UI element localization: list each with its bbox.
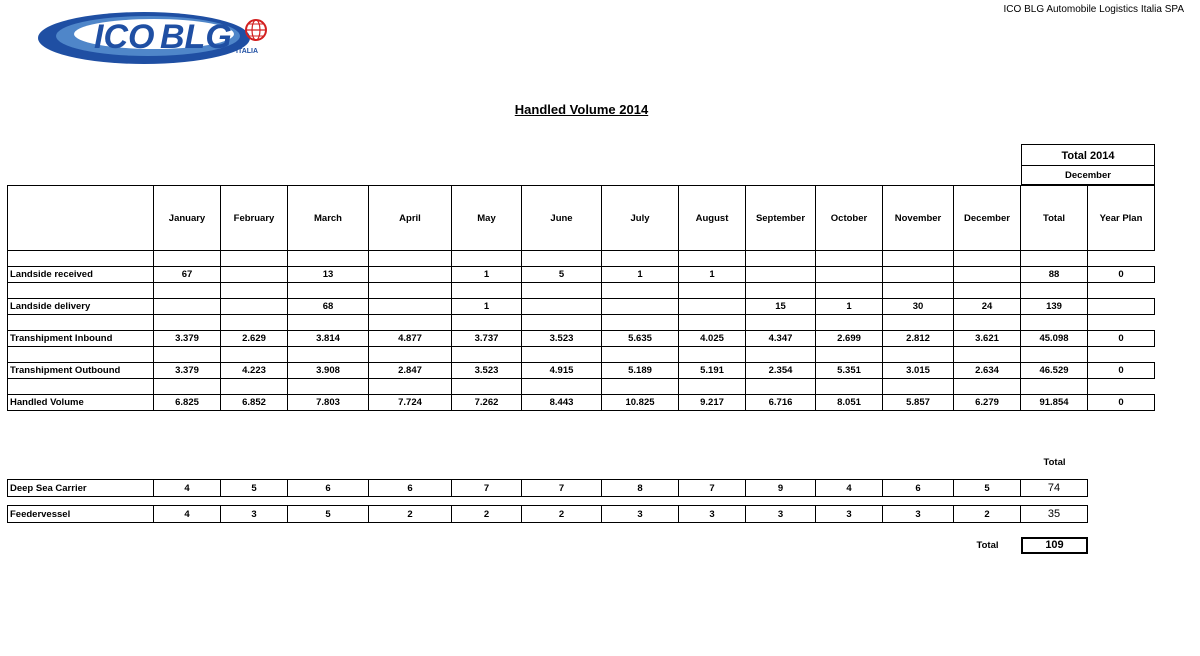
table-cell bbox=[954, 267, 1021, 283]
table-cell: 91.854 bbox=[1021, 395, 1088, 411]
table-cell: 6.852 bbox=[221, 395, 288, 411]
table-cell bbox=[369, 299, 452, 315]
table-cell: 5.191 bbox=[679, 363, 746, 379]
svg-text:BLG: BLG bbox=[160, 18, 232, 56]
vessel-total-cell: 74 bbox=[1021, 480, 1088, 497]
column-header: June bbox=[522, 186, 602, 251]
table-cell bbox=[221, 299, 288, 315]
table-cell: 3 bbox=[746, 506, 816, 523]
table-cell: 4.877 bbox=[369, 331, 452, 347]
table-cell: 5.189 bbox=[602, 363, 679, 379]
table-cell: 4 bbox=[154, 480, 221, 497]
table-cell: 3.523 bbox=[522, 331, 602, 347]
table-cell: 8.051 bbox=[816, 395, 883, 411]
table-cell: 15 bbox=[746, 299, 816, 315]
table-cell: 5 bbox=[522, 267, 602, 283]
table-cell: 8.443 bbox=[522, 395, 602, 411]
table-row bbox=[8, 395, 1155, 411]
table-cell bbox=[154, 299, 221, 315]
table-cell: 9.217 bbox=[679, 395, 746, 411]
spacer-row bbox=[8, 347, 1155, 363]
table-cell bbox=[602, 299, 679, 315]
table-cell: 1 bbox=[602, 267, 679, 283]
row-label: Landside delivery bbox=[8, 299, 154, 315]
table-cell: 30 bbox=[883, 299, 954, 315]
table-cell: 3 bbox=[221, 506, 288, 523]
column-header: January bbox=[154, 186, 221, 251]
spacer-row bbox=[8, 315, 1155, 331]
table-cell: 7.724 bbox=[369, 395, 452, 411]
globe-icon bbox=[246, 20, 266, 40]
table-cell: 2 bbox=[369, 506, 452, 523]
row-label: Handled Volume bbox=[8, 395, 154, 411]
table-cell bbox=[883, 267, 954, 283]
table-cell: 0 bbox=[1088, 395, 1155, 411]
table-cell: 3.908 bbox=[288, 363, 369, 379]
row-label: Feedervessel bbox=[8, 506, 154, 523]
table-cell: 88 bbox=[1021, 267, 1088, 283]
table-cell: 3 bbox=[679, 506, 746, 523]
spacer-row bbox=[8, 497, 1088, 506]
column-header: April bbox=[369, 186, 452, 251]
table-cell: 2.634 bbox=[954, 363, 1021, 379]
table-row bbox=[8, 331, 1155, 347]
table-cell: 6 bbox=[883, 480, 954, 497]
table-row bbox=[8, 506, 1088, 523]
spacer-row bbox=[8, 283, 1155, 299]
table-cell: 3.379 bbox=[154, 331, 221, 347]
table-cell: 4.915 bbox=[522, 363, 602, 379]
table-cell: 7.262 bbox=[452, 395, 522, 411]
table-cell bbox=[679, 299, 746, 315]
table-cell bbox=[369, 267, 452, 283]
grand-total-value: 109 bbox=[1021, 537, 1088, 554]
spacer-row bbox=[8, 379, 1155, 395]
column-header: November bbox=[883, 186, 954, 251]
column-header: December bbox=[954, 186, 1021, 251]
table-cell: 6.825 bbox=[154, 395, 221, 411]
table-cell bbox=[746, 267, 816, 283]
total-2014-header: Total 2014 bbox=[1021, 144, 1155, 166]
table-cell: 4.347 bbox=[746, 331, 816, 347]
table-cell: 13 bbox=[288, 267, 369, 283]
table-cell: 3 bbox=[602, 506, 679, 523]
table-cell: 3.737 bbox=[452, 331, 522, 347]
table-cell: 2 bbox=[954, 506, 1021, 523]
vessel-table bbox=[7, 479, 1088, 523]
table-cell: 5 bbox=[954, 480, 1021, 497]
column-header: September bbox=[746, 186, 816, 251]
row-label: Transhipment Outbound bbox=[8, 363, 154, 379]
table-cell: 7 bbox=[452, 480, 522, 497]
table-cell: 67 bbox=[154, 267, 221, 283]
column-header: Year Plan bbox=[1088, 186, 1155, 251]
table-cell: 5.351 bbox=[816, 363, 883, 379]
table-cell: 5.635 bbox=[602, 331, 679, 347]
table-cell: 2.354 bbox=[746, 363, 816, 379]
table-cell: 8 bbox=[602, 480, 679, 497]
table-cell: 2.847 bbox=[369, 363, 452, 379]
table-cell: 0 bbox=[1088, 267, 1155, 283]
table-cell: 7 bbox=[679, 480, 746, 497]
table-cell: 6.716 bbox=[746, 395, 816, 411]
table-cell: 1 bbox=[452, 299, 522, 315]
table-cell: 2.629 bbox=[221, 331, 288, 347]
table-cell: 7.803 bbox=[288, 395, 369, 411]
table-cell: 3.621 bbox=[954, 331, 1021, 347]
column-header: Total bbox=[1021, 186, 1088, 251]
table-row bbox=[8, 480, 1088, 497]
column-header: March bbox=[288, 186, 369, 251]
company-name: ICO BLG Automobile Logistics Italia SPA bbox=[1003, 4, 1184, 15]
table-cell: 3 bbox=[883, 506, 954, 523]
ico-blg-logo bbox=[36, 6, 276, 66]
table-cell: 5.857 bbox=[883, 395, 954, 411]
svg-text:ICO: ICO bbox=[94, 18, 155, 56]
table-cell: 4.025 bbox=[679, 331, 746, 347]
table-cell: 2.812 bbox=[883, 331, 954, 347]
column-header: October bbox=[816, 186, 883, 251]
table-row bbox=[8, 267, 1155, 283]
table-cell: 4.223 bbox=[221, 363, 288, 379]
row-label: Transhipment Inbound bbox=[8, 331, 154, 347]
document-title: Handled Volume 2014 bbox=[514, 102, 649, 117]
table-cell: 1 bbox=[679, 267, 746, 283]
table-cell: 0 bbox=[1088, 331, 1155, 347]
table-cell: 7 bbox=[522, 480, 602, 497]
table-cell: 6 bbox=[369, 480, 452, 497]
table-cell: 3.379 bbox=[154, 363, 221, 379]
table-cell: 139 bbox=[1021, 299, 1088, 315]
table-cell: 3.015 bbox=[883, 363, 954, 379]
table-cell bbox=[522, 299, 602, 315]
table-cell: 3.523 bbox=[452, 363, 522, 379]
table-cell: 2.699 bbox=[816, 331, 883, 347]
table-cell: 5 bbox=[221, 480, 288, 497]
table-cell: 4 bbox=[816, 480, 883, 497]
table-cell: 9 bbox=[746, 480, 816, 497]
column-header: July bbox=[602, 186, 679, 251]
table-cell: 4 bbox=[154, 506, 221, 523]
table-cell: 68 bbox=[288, 299, 369, 315]
table-cell: 2 bbox=[522, 506, 602, 523]
vessel-total-cell: 35 bbox=[1021, 506, 1088, 523]
corner-cell bbox=[8, 186, 154, 251]
column-header: May bbox=[452, 186, 522, 251]
vessel-total-header: Total bbox=[1043, 457, 1066, 468]
column-header: February bbox=[221, 186, 288, 251]
table-cell: 0 bbox=[1088, 363, 1155, 379]
table-cell: 1 bbox=[452, 267, 522, 283]
table-cell: 6 bbox=[288, 480, 369, 497]
table-cell: 45.098 bbox=[1021, 331, 1088, 347]
table-cell: 6.279 bbox=[954, 395, 1021, 411]
table-cell: 3 bbox=[816, 506, 883, 523]
table-cell bbox=[816, 267, 883, 283]
december-header: December bbox=[1021, 165, 1155, 185]
table-row bbox=[8, 299, 1155, 315]
table-cell: 1 bbox=[816, 299, 883, 315]
handled-volume-table bbox=[7, 185, 1155, 411]
table-row bbox=[8, 363, 1155, 379]
table-cell: 46.529 bbox=[1021, 363, 1088, 379]
table-cell: 2 bbox=[452, 506, 522, 523]
row-label: Landside received bbox=[8, 267, 154, 283]
spacer-row bbox=[8, 251, 1155, 267]
grand-total-label: Total bbox=[976, 540, 999, 551]
table-cell: 3.814 bbox=[288, 331, 369, 347]
row-label: Deep Sea Carrier bbox=[8, 480, 154, 497]
table-cell: 10.825 bbox=[602, 395, 679, 411]
column-header: August bbox=[679, 186, 746, 251]
month-header-row bbox=[8, 186, 1155, 251]
svg-text:ITALIA: ITALIA bbox=[236, 48, 259, 55]
table-cell: 24 bbox=[954, 299, 1021, 315]
table-cell: 5 bbox=[288, 506, 369, 523]
table-cell bbox=[1088, 299, 1155, 315]
table-cell bbox=[221, 267, 288, 283]
